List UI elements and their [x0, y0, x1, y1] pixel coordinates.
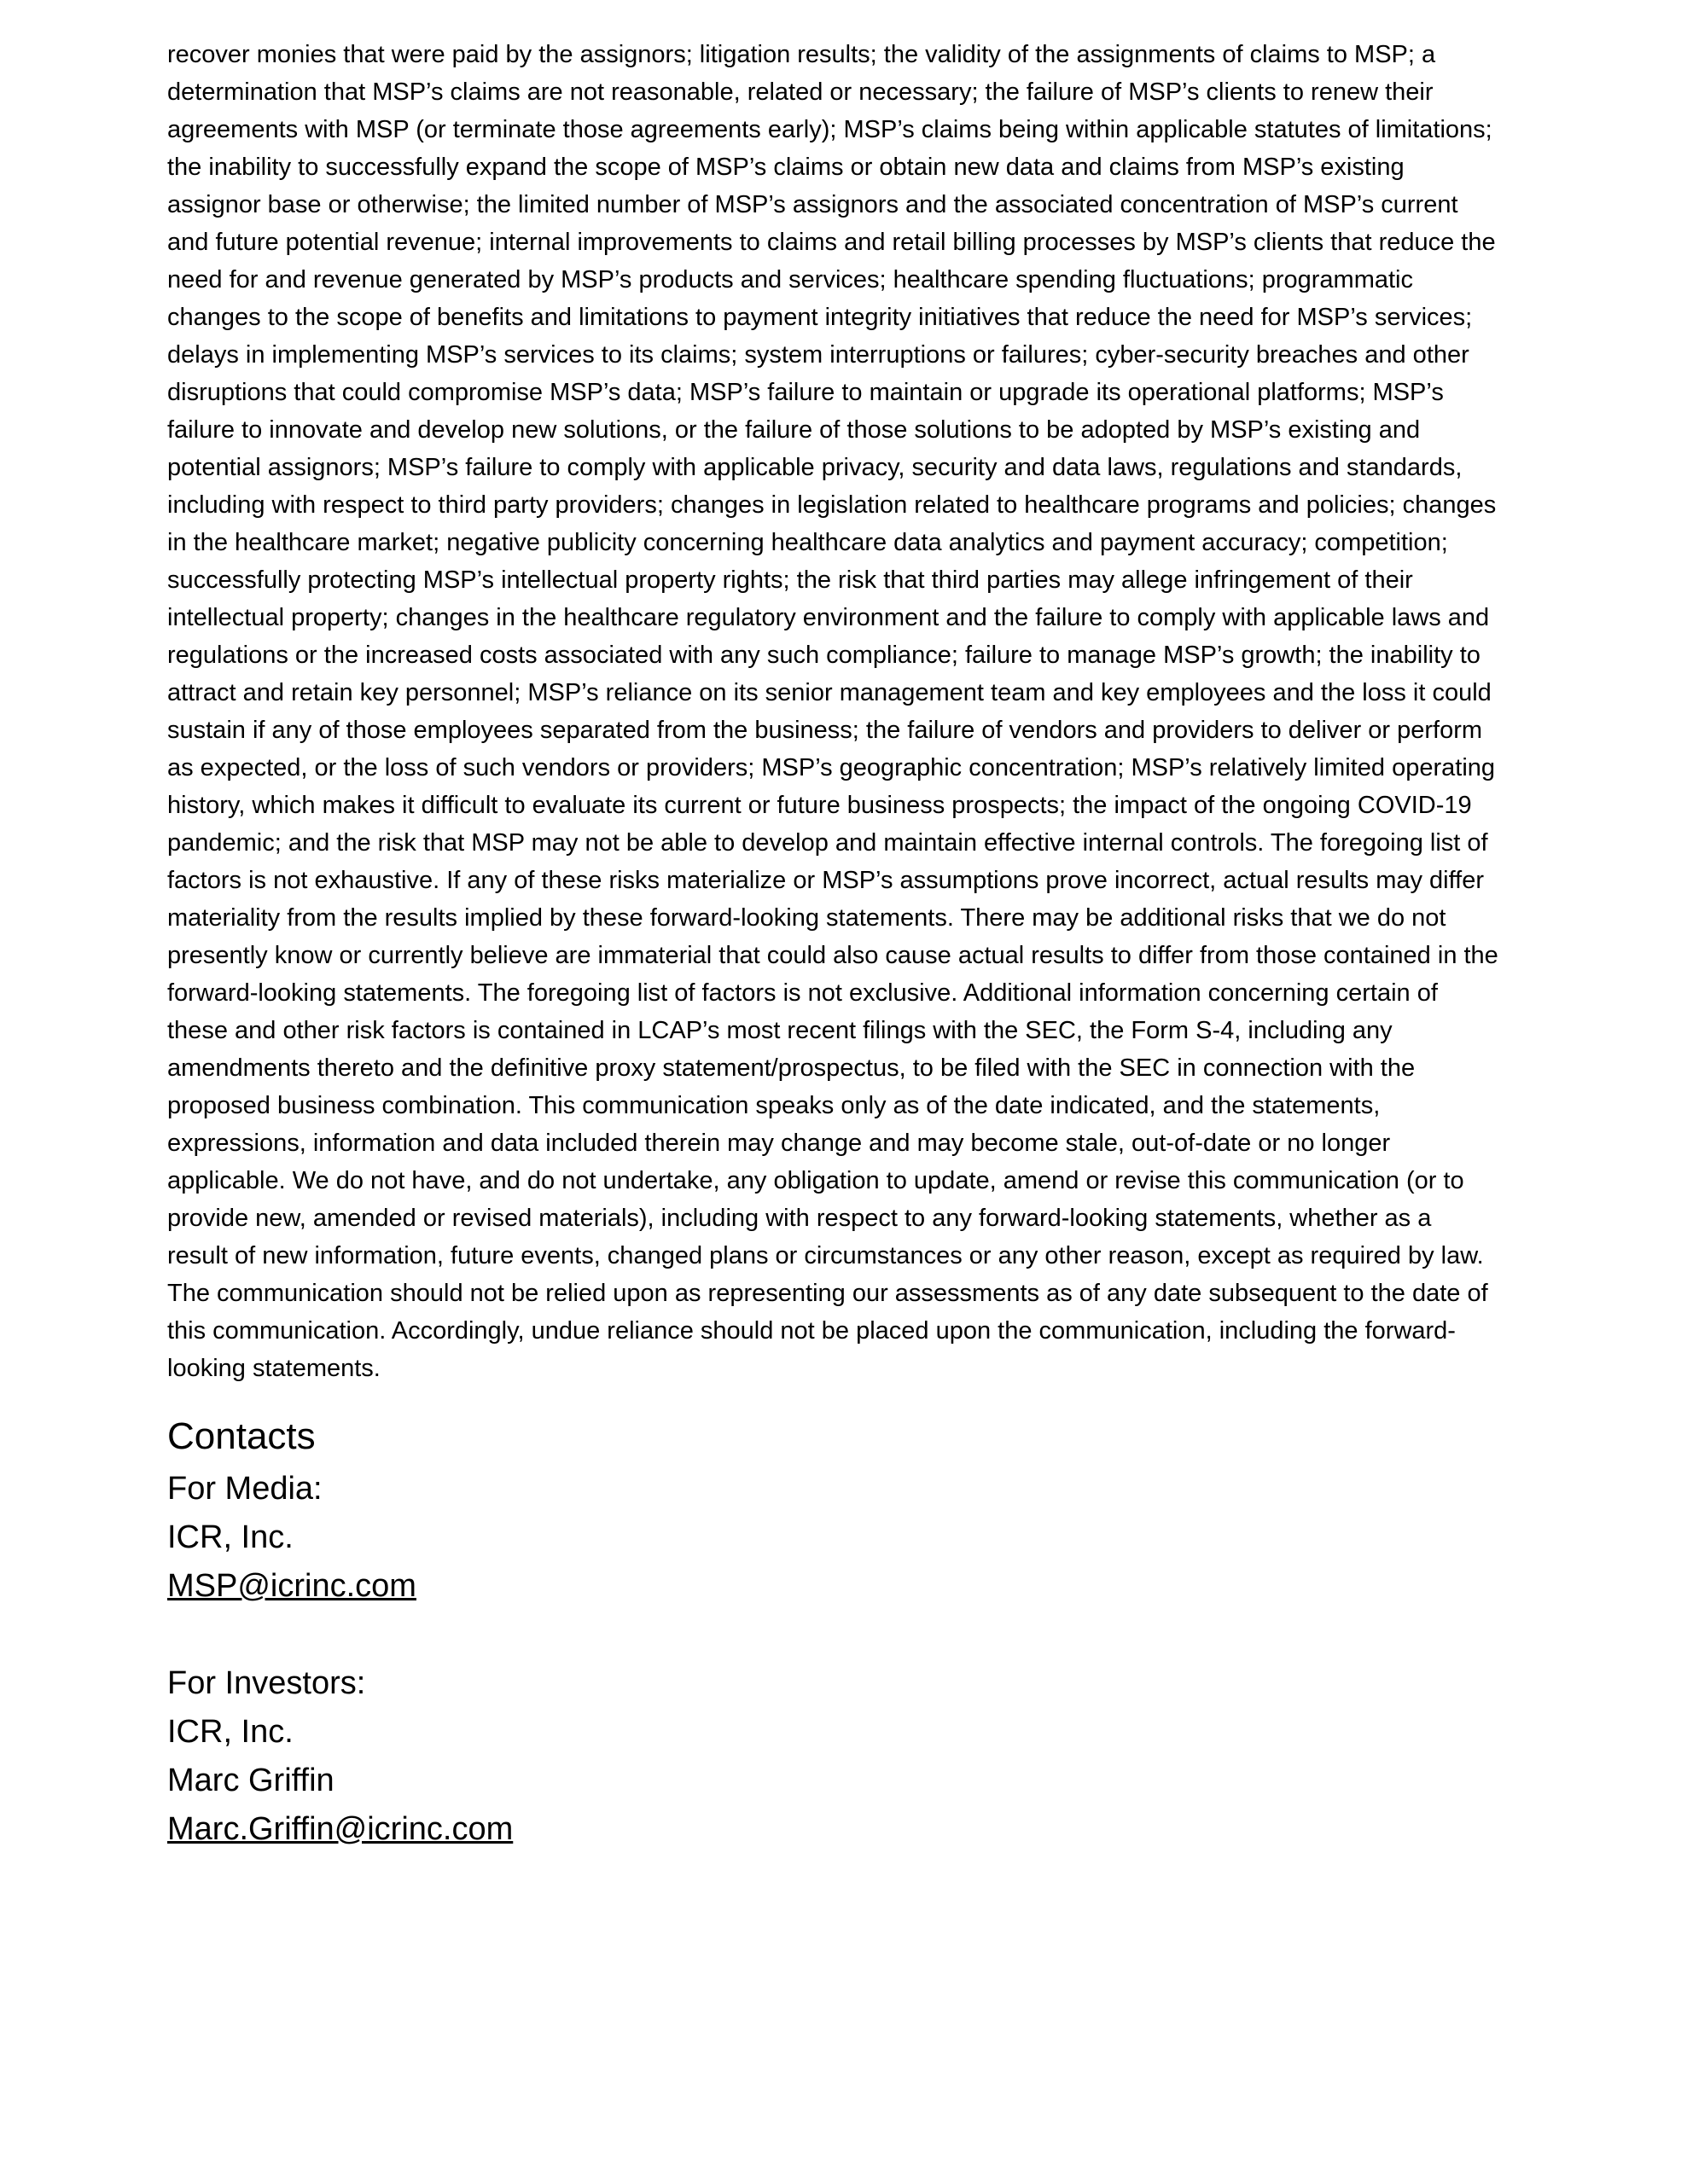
investors-contact-block	[167, 1659, 1498, 1854]
investors-email-link[interactable]: Marc.Griffin@icrinc.com	[167, 1810, 514, 1847]
document-page	[167, 0, 1498, 1854]
media-contact-label: For Media:	[167, 1470, 323, 1507]
forward-looking-statements-paragraph: recover monies that were paid by the assignors; litigation results; the validity of the assignments of claims to MSP; a determination that MSP’s claims are not reasonable, related or necessary; the failure of MSP’s clients to renew their agreements with MSP (or terminate those agreements early); MSP’s claims being within applicable statutes of limitations; the inability to successfully expand the scope of MSP’s claims or obtain new data and claims from MSP’s existing assignor base or otherwise; the limited number of MSP’s assignors and the associated concentration of MSP’s current and future potential revenue; internal improvements to claims and retail billing processes by MSP’s clients that reduce the need for and revenue generated by MSP’s products and services; healthcare spending fluctuations; programmatic changes to the scope of benefits and limitations to payment integrity initiatives that reduce the need for MSP’s services; delays in implementing MSP’s services to its claims; system interruptions or failures; cyber-security breaches and other disruptions that could compromise MSP’s data; MSP’s failure to maintain or upgrade its operational platforms; MSP’s failure to innovate and develop new solutions, or the failure of those solutions to be adopted by MSP’s existing and potential assignors; MSP’s failure to comply with applicable privacy, security and data laws, regulations and standards, including with respect to third party providers; changes in legislation related to healthcare programs and policies; changes in the healthcare market; negative publicity concerning healthcare data analytics and payment accuracy; competition; successfully protecting MSP’s intellectual property rights; the risk that third parties may allege infringement of their intellectual property; changes in the healthcare regulatory environment and the failure to comply with applicable laws and regulations or the increased costs associated with any such compliance; failure to manage MSP’s growth; the inability to attract and retain key personnel; MSP’s reliance on its senior management team and key employees and the loss it could sustain if any of those employees separated from the business; the failure of vendors and providers to deliver or perform as expected, or the loss of such vendors or providers; MSP’s geographic concentration; MSP’s relatively limited operating history, which makes it difficult to evaluate its current or future business prospects; the impact of the ongoing COVID-19 pandemic; and the risk that MSP may not be able to develop and maintain effective internal controls. The foregoing list of factors is not exhaustive. If any of these risks materialize or MSP’s assumptions prove incorrect, actual results may differ materiality from the results implied by these forward-looking statements. There may be additional risks that we do not presently know or currently believe are immaterial that could also cause actual results to differ from those contained in the forward-looking statements. The foregoing list of factors is not exclusive. Additional information concerning certain of these and other risk factors is contained in LCAP’s most recent filings with the SEC, the Form S-4, including any amendments thereto and the definitive proxy statement/prospectus, to be filed with the SEC in connection with the proposed business combination. This communication speaks only as of the date indicated, and the statements, expressions, information and data included therein may change and may become stale, out-of-date or no longer applicable. We do not have, and do not undertake, any obligation to update, amend or revise this communication (or to provide new, amended or revised materials), including with respect to any forward-looking statements, whether as a result of new information, future events, changed plans or circumstances or any other reason, except as required by law. The communication should not be relied upon as representing our assessments as of any date subsequent to the date of this communication. Accordingly, undue reliance should not be placed upon the communication, including the forward-looking statements.	[167, 41, 1498, 1382]
investors-contact-name: Marc Griffin	[167, 1762, 334, 1798]
media-contact-company: ICR, Inc.	[167, 1519, 294, 1555]
contacts-heading: Contacts	[167, 1415, 316, 1457]
media-email-link[interactable]: MSP@icrinc.com	[167, 1567, 416, 1604]
investors-contact-label: For Investors:	[167, 1664, 366, 1701]
investors-contact-company: ICR, Inc.	[167, 1713, 294, 1750]
media-contact-block	[167, 1465, 1498, 1611]
